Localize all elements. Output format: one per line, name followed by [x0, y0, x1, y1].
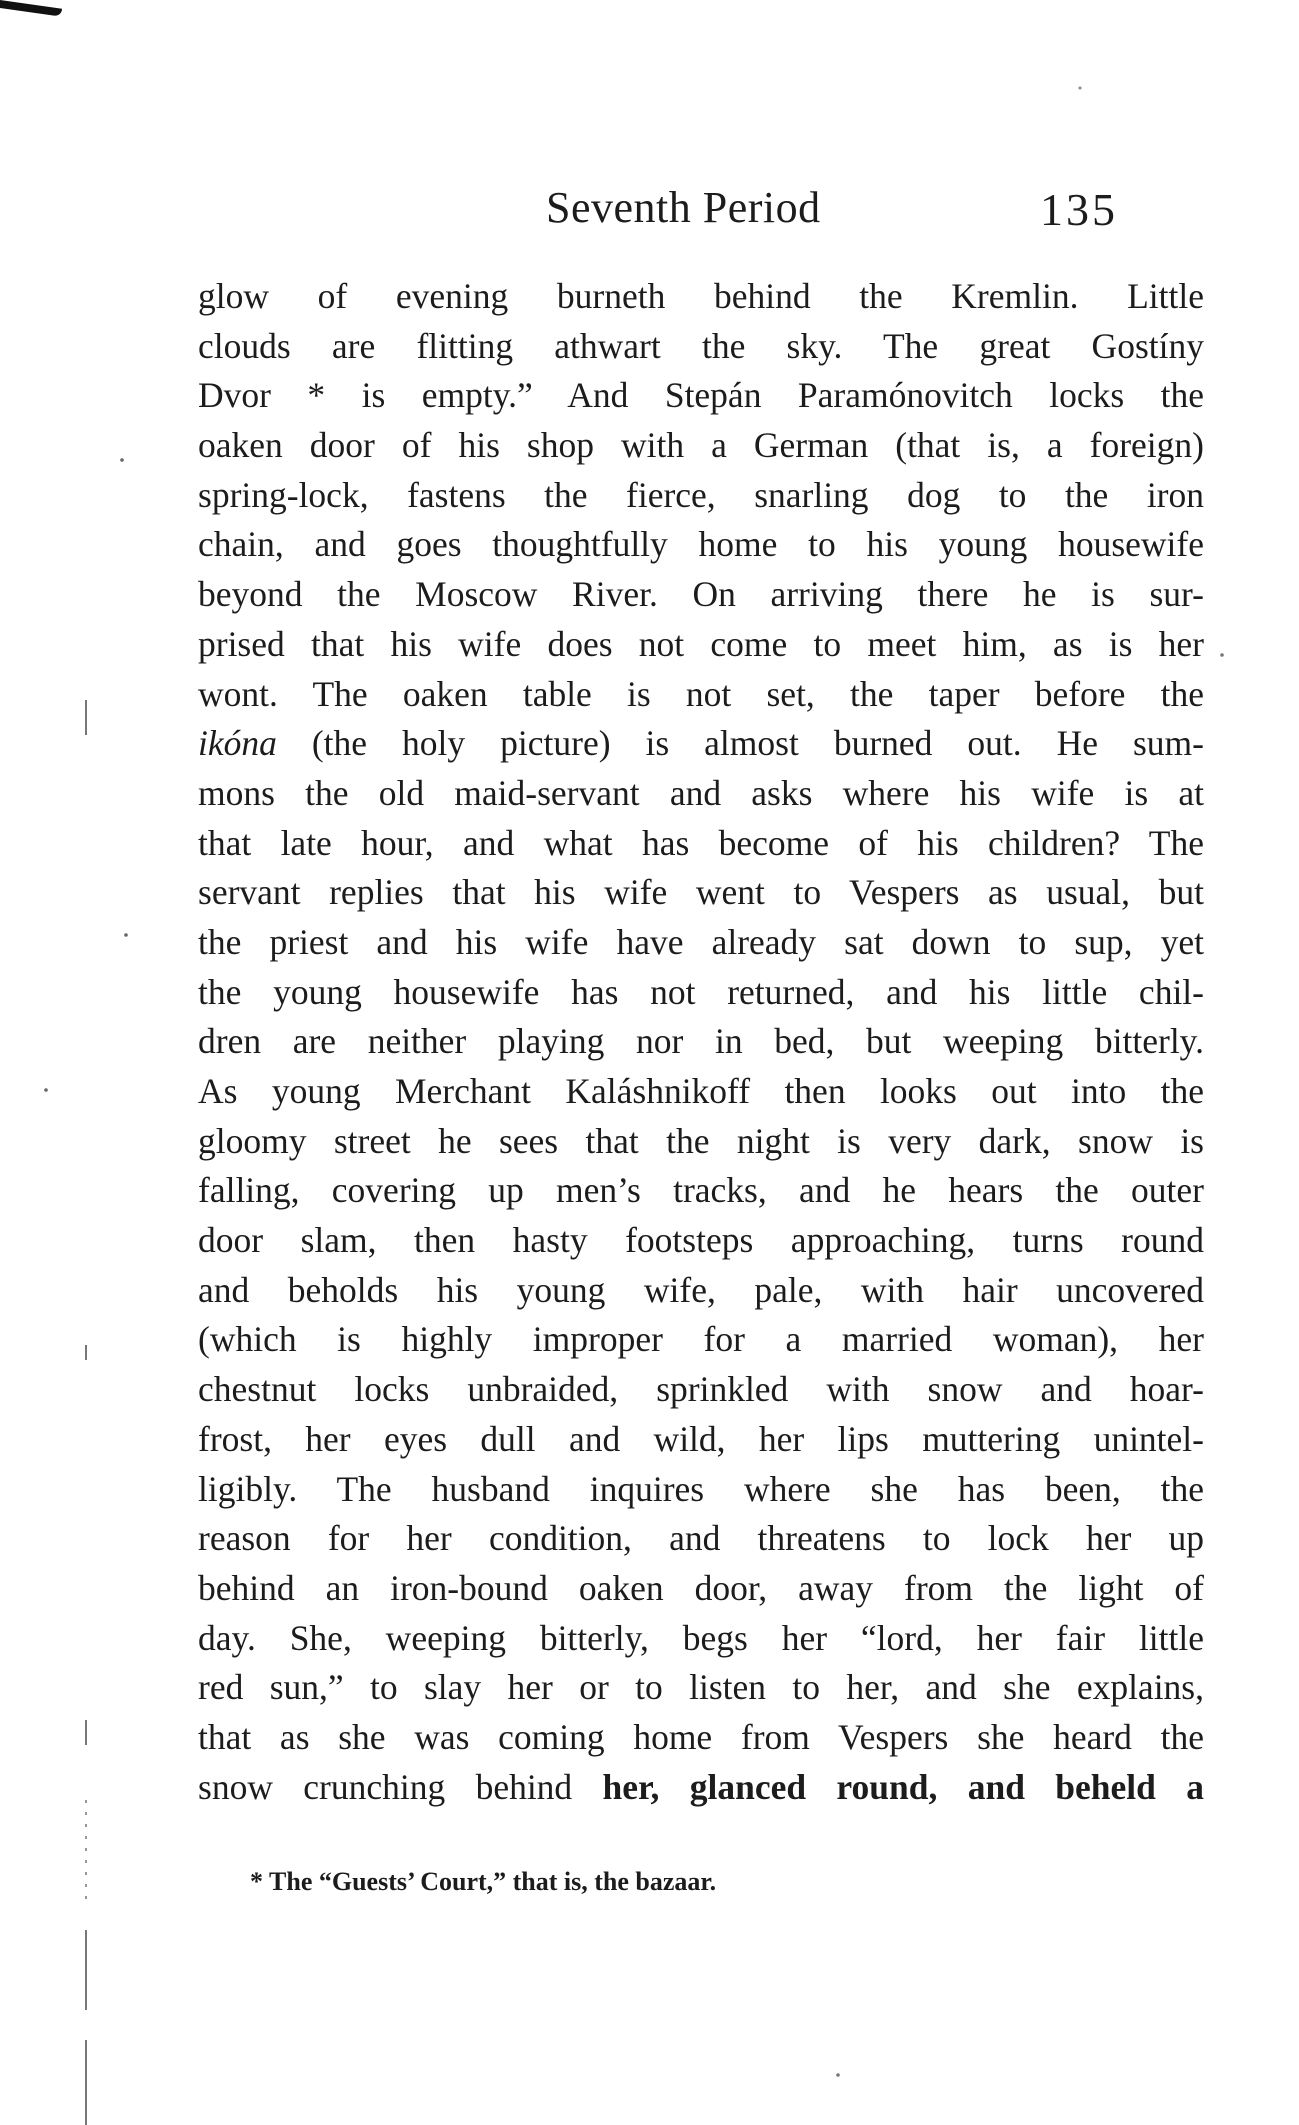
text-line: red sun,” to slay her or to listen to her, and she explains, — [198, 1667, 1204, 1708]
text-line: clouds are flitting athwart the sky. The great Gostíny — [198, 325, 1204, 366]
text-line: frost, her eyes dull and wild, her lips muttering unintel- — [198, 1418, 1204, 1459]
text-line-partly-bold — [198, 1763, 1204, 1813]
text-line: door slam, then hasty footsteps approaching, turns round — [198, 1220, 1204, 1261]
text-line: that late hour, and what has become of his children? The — [198, 822, 1204, 863]
text-line: mons the old maid-servant and asks where his wife is at — [198, 772, 1204, 813]
text-line: (which is highly improper for a married woman), her — [198, 1319, 1204, 1360]
text-line: ligibly. The husband inquires where she has been, the — [198, 1468, 1204, 1509]
text-line: behind an iron-bound oaken door, away from the light of — [198, 1567, 1204, 1608]
body-text — [198, 272, 1204, 1812]
text-line: that as she was coming home from Vespers she heard the — [198, 1716, 1204, 1757]
text-line: gloomy street he sees that the night is very dark, snow is — [198, 1120, 1204, 1161]
page-title: Seventh Period — [546, 183, 821, 232]
line-rest: (the holy picture) is almost burned out. He sum- — [276, 723, 1204, 764]
line-start: snow crunching behind — [198, 1766, 603, 1807]
text-line: As young Merchant Kaláshnikoff then looks out into the — [198, 1071, 1204, 1111]
text-line: prised that his wife does not come to meet him, as is her — [198, 623, 1204, 664]
speck — [124, 933, 128, 937]
text-line: beyond the Moscow River. On arriving there he is sur- — [198, 574, 1204, 615]
italic-word: ikóna — [198, 723, 277, 764]
speck — [120, 458, 124, 462]
text-line: glow of evening burneth behind the Kremlin. Little — [198, 276, 1204, 316]
text-line: and beholds his young wife, pale, with hair uncovered — [198, 1269, 1204, 1310]
text-line: servant replies that his wife went to Vespers as usual, but — [198, 872, 1204, 913]
speck — [44, 1088, 48, 1092]
text-line-italic-word — [198, 719, 1204, 769]
text-line: oaken door of his shop with a German (that is, a foreign) — [198, 425, 1204, 466]
text-line: wont. The oaken table is not set, the taper before the — [198, 673, 1204, 714]
text-line: spring-lock, fastens the fierce, snarling dog to the iron — [198, 474, 1204, 515]
text-line: Dvor * is empty.” And Stepán Paramónovitch locks the — [198, 375, 1204, 416]
page-number: 135 — [1040, 184, 1118, 235]
text-line: reason for her condition, and threatens to lock her up — [198, 1518, 1204, 1559]
text-line: day. She, weeping bitterly, begs her “lord, her fair little — [198, 1617, 1204, 1658]
bold-run: her, glanced round, and beheld a — [602, 1766, 1204, 1807]
text-line: dren are neither playing nor in bed, but weeping bitterly. — [198, 1021, 1204, 1062]
running-head — [198, 178, 1198, 238]
text-line: the priest and his wife have already sat down to sup, yet — [198, 921, 1204, 962]
text-line: chestnut locks unbraided, sprinkled with snow and hoar- — [198, 1369, 1204, 1410]
scan-corner-mark — [0, 0, 62, 17]
footnote: * The “Guests’ Court,” that is, the bazaar. — [250, 1867, 717, 1896]
text-line: the young housewife has not returned, and his little chil- — [198, 971, 1204, 1012]
speck — [836, 2073, 840, 2077]
text-line: chain, and goes thoughtfully home to his young housewife — [198, 524, 1204, 565]
text-line: falling, covering up men’s tracks, and he hears the outer — [198, 1170, 1204, 1211]
speck — [1220, 653, 1224, 657]
speck — [1079, 87, 1082, 90]
